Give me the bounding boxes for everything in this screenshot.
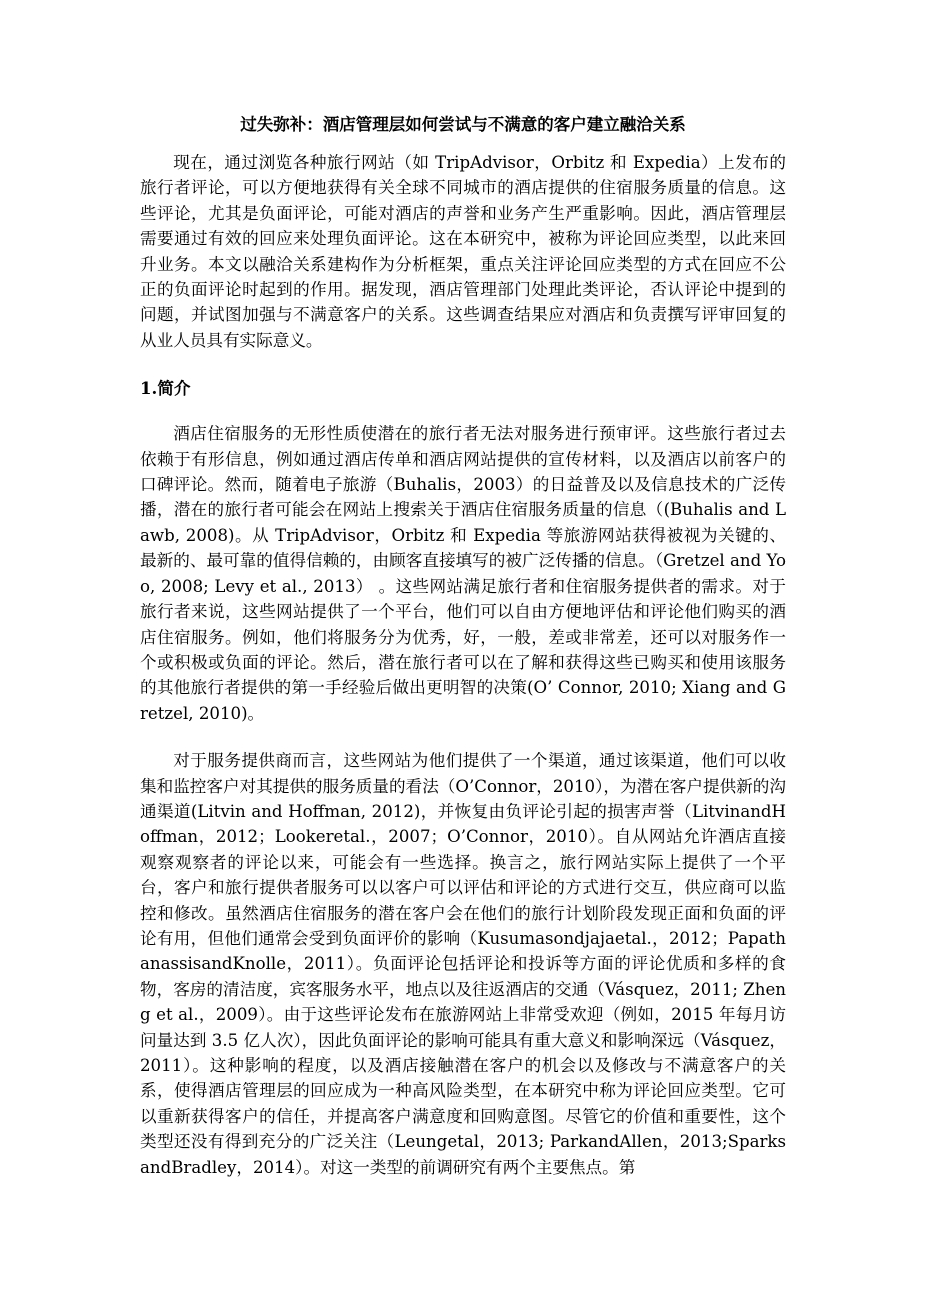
intro-paragraph-2: 对于服务提供商而言，这些网站为他们提供了一个渠道，通过该渠道，他们可以收集和监控客户对其提供的服务质量的看法（O’Connor，2010），为潜在客户提供新的沟通渠道(Litvin and Hoffman, 2012)，并恢复由负评论引起的损害声誉（LitvinandHoffman，2012；Lookeretal.，2007；O’Connor，2010）。自从网站允许酒店直接观察观察者的评论以来，可能会有一些选择。换言之，旅行网站实际上提供了一个平台，客户和旅行提供者服务可以以客户可以评估和评论的方式进行交互，供应商可以监控和修改。虽然酒店住宿服务的潜在客户会在他们的旅行计划阶段发现正面和负面的评论有用，但他们通常会受到负面评价的影响（Kusumasondjajaetal.，2012；PapathanassisandKnolle，2011）。负面评论包括评论和投诉等方面的评论优质和多样的食物，客房的清洁度，宾客服务水平，地点以及往返酒店的交通（Vásquez，2011; Zheng et al.，2009）。由于这些评论发布在旅游网站上非常受欢迎（例如，2015 年每月访问量达到 3.5 亿人次），因此负面评论的影响可能具有重大意义和影响深远（Vásquez，2011）。这种影响的程度，以及酒店接触潜在客户的机会以及修改与不满意客户的关系，使得酒店管理层的回应成为一种高风险类型，在本研究中称为评论回应类型。它可以重新获得客户的信任，并提高客户满意度和回购意图。尽管它的价值和重要性，这个类型还没有得到充分的广泛关注（Leungetal，2013; ParkandAllen，2013;SparksandBradley，2014）。对这一类型的前调研究有两个主要焦点。第 [140, 751, 786, 1177]
document-title: 过失弥补：酒店管理层如何尝试与不满意的客户建立融洽关系 [240, 115, 686, 134]
section-heading-introduction: 1.简介 [140, 378, 191, 399]
document-page [140, 112, 786, 1180]
abstract-paragraph: 现在，通过浏览各种旅行网站（如 TripAdvisor，Orbitz 和 Expedia）上发布的旅行者评论，可以方便地获得有关全球不同城市的酒店提供的住宿服务质量的信息。这些评论，尤其是负面评论，可能对酒店的声誉和业务产生严重影响。因此，酒店管理层需要通过有效的回应来处理负面评论。这在本研究中，被称为评论回应类型，以此来回升业务。本文以融洽关系建构作为分析框架，重点关注评论回应类型的方式在回应不公正的负面评论时起到的作用。据发现，酒店管理部门处理此类评论，否认评论中提到的问题，并试图加强与不满意客户的关系。这些调查结果应对酒店和负责撰写评审回复的从业人员具有实际意义。 [140, 153, 786, 350]
intro-paragraph-1: 酒店住宿服务的无形性质使潜在的旅行者无法对服务进行预审评。这些旅行者过去依赖于有形信息，例如通过酒店传单和酒店网站提供的宣传材料，以及酒店以前客户的口碑评论。然而，随着电子旅游（Buhalis，2003）的日益普及以及信息技术的广泛传播，潜在的旅行者可能会在网站上搜索关于酒店住宿服务质量的信息（(Buhalis and Lawb, 2008)。从 TripAdvisor，Orbitz 和 Expedia 等旅游网站获得被视为关键的、最新的、最可靠的值得信赖的，由顾客直接填写的被广泛传播的信息。（Gretzel and Yoo, 2008; Levy et al., 2013） 。这些网站满足旅行者和住宿服务提供者的需求。对于旅行者来说，这些网站提供了一个平台，他们可以自由方便地评估和评论他们购买的酒店住宿服务。例如，他们将服务分为优秀，好，一般，差或非常差，还可以对服务作一个或积极或负面的评论。然后，潜在旅行者可以在了解和获得这些已购买和使用该服务的其他旅行者提供的第一手经验后做出更明智的决策(O’ Connor, 2010; Xiang and Gretzel, 2010)。 [140, 424, 786, 723]
paragraph-spacer [140, 726, 786, 748]
